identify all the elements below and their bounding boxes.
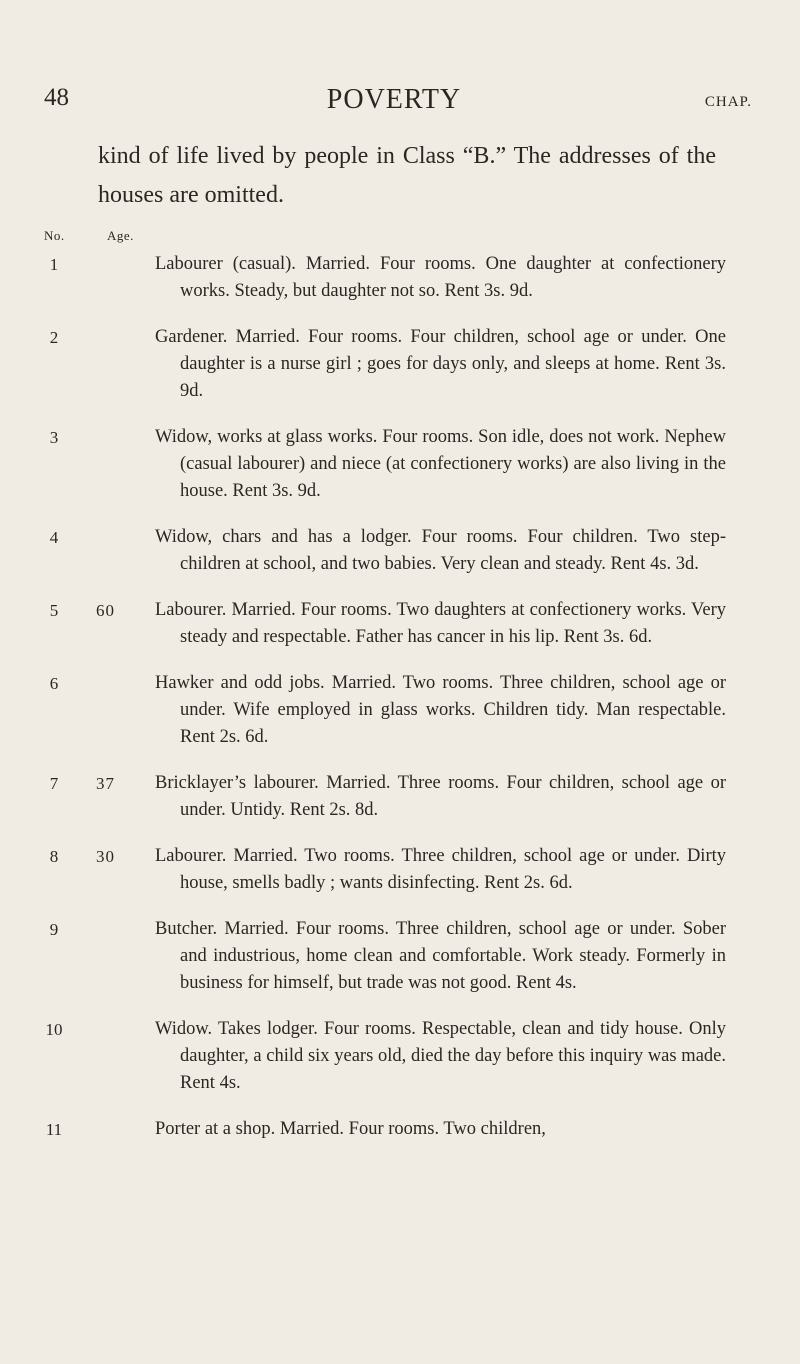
- entry-number: 9: [49, 920, 59, 939]
- intro-text: kind of life lived by people in Class “B.” The addresses of the houses are omitted.: [98, 143, 716, 208]
- entry-description: Widow, works at glass works. Four rooms. Son idle, does not work. Nephew (casual labourer) and niece (at confectionery works) are also living in the house. Rent 3s. 9d.: [155, 427, 726, 501]
- household-entry: [44, 324, 726, 405]
- entry-number: 6: [49, 674, 59, 693]
- running-title: POVERTY: [326, 84, 462, 115]
- column-header-age: Age.: [107, 228, 134, 243]
- household-entry: [44, 770, 726, 824]
- chapter-label: CHAP.: [704, 94, 752, 110]
- entry-number: 2: [49, 328, 59, 347]
- column-header-no: No.: [44, 228, 65, 243]
- entry-description: Hawker and odd jobs. Married. Two rooms. Three children, school age or under. Wife employed in glass works. Children tidy. Man respectable. Rent 2s. 6d.: [155, 673, 726, 747]
- household-entry: [44, 424, 726, 505]
- entry-description: Widow. Takes lodger. Four rooms. Respectable, clean and tidy house. Only daughter, a child six years old, died the day before this inquiry was made. Rent 4s.: [155, 1019, 726, 1093]
- entry-age: 60: [96, 601, 115, 620]
- household-entries: [44, 251, 726, 1162]
- entry-description: Butcher. Married. Four rooms. Three children, school age or under. Sober and industrious, home clean and comfortable. Work steady. Formerly in business for himself, but trade was not good. Rent 4s.: [155, 919, 726, 993]
- household-entry: [44, 1116, 726, 1143]
- entry-number: 11: [45, 1120, 63, 1139]
- household-entry: [44, 524, 726, 578]
- household-entry: [44, 1016, 726, 1097]
- entry-number: 5: [49, 601, 59, 620]
- page-number: 48: [44, 84, 69, 111]
- household-entry: [44, 597, 726, 651]
- entry-age: 30: [96, 847, 115, 866]
- page-header: [44, 84, 752, 124]
- entry-description: Porter at a shop. Married. Four rooms. Two children,: [155, 1119, 546, 1139]
- entry-description: Widow, chars and has a lodger. Four rooms. Four children. Two step-children at school, and two babies. Very clean and steady. Rent 4s. 3d.: [155, 527, 726, 574]
- household-entry: [44, 916, 726, 997]
- entry-age: 37: [96, 774, 115, 793]
- intro-paragraph: [98, 137, 716, 215]
- entry-description: Labourer (casual). Married. Four rooms. One daughter at confectionery works. Steady, but daughter not so. Rent 3s. 9d.: [155, 254, 726, 301]
- entry-number: 10: [45, 1020, 63, 1039]
- entry-number: 4: [49, 528, 59, 547]
- entry-description: Labourer. Married. Two rooms. Three children, school age or under. Dirty house, smells badly ; wants disinfecting. Rent 2s. 6d.: [155, 846, 726, 893]
- entry-number: 8: [49, 847, 59, 866]
- household-entry: [44, 251, 726, 305]
- household-entry: [44, 670, 726, 751]
- entry-number: 7: [49, 774, 59, 793]
- entry-number: 1: [49, 255, 59, 274]
- entry-number: 3: [49, 428, 59, 447]
- entry-description: Labourer. Married. Four rooms. Two daughters at confectionery works. Very steady and respectable. Father has cancer in his lip. Rent 3s. 6d.: [155, 600, 726, 647]
- household-entry: [44, 843, 726, 897]
- entry-description: Bricklayer’s labourer. Married. Three rooms. Four children, school age or under. Untidy. Rent 2s. 8d.: [155, 773, 726, 820]
- entry-description: Gardener. Married. Four rooms. Four children, school age or under. One daughter is a nurse girl ; goes for days only, and sleeps at home. Rent 3s. 9d.: [155, 327, 726, 401]
